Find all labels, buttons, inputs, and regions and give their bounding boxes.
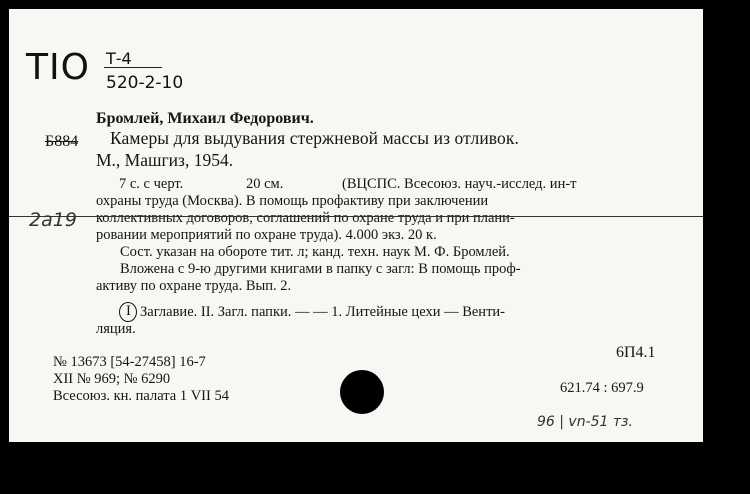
- margin-handwriting: 2a19: [29, 209, 77, 231]
- series-line-1: (ВЦСПС. Всесоюз. науч.-исслед. ин-т: [342, 176, 577, 192]
- punch-hole: [340, 370, 384, 414]
- author-heading: Бромлей, Михаил Федорович.: [96, 110, 314, 127]
- record-line-1: № 13673 [54-27458] 16-7: [53, 354, 206, 370]
- series-line-4: ровании мероприятий по охране труда). 4.000 экз. 20 к.: [96, 227, 437, 243]
- catalog-card: [9, 9, 703, 442]
- shelf-mark-divider: [104, 67, 162, 68]
- note-compiler: Сост. указан на обороте тит. л; канд. техн. наук М. Ф. Бромлей.: [120, 244, 510, 260]
- strike-line: [9, 216, 703, 217]
- note-enclosed-line-2: активу по охране труда. Вып. 2.: [96, 278, 292, 294]
- pages-text: 7 с. с черт.: [119, 176, 184, 192]
- class-number: 6П4.1: [616, 344, 656, 361]
- series-line-2: охраны труда (Москва). В помощь профактиву при заключении: [96, 193, 489, 209]
- cutter-code: Б884: [45, 133, 79, 150]
- shelf-mark-bottom: 520-2-10: [106, 73, 184, 93]
- shelf-mark-top: Т-4: [106, 49, 132, 68]
- record-line-3: Всесоюз. кн. палата 1 VII 54: [53, 388, 229, 404]
- title-line-2: М., Машгиз, 1954.: [96, 150, 234, 170]
- tracing-line-1: Заглавие. II. Загл. папки. — — 1. Литейные цехи — Венти-: [140, 304, 505, 320]
- tracing-circle-number: I: [126, 303, 131, 319]
- title-line-1: Камеры для выдувания стержневой массы из отливок.: [110, 128, 519, 148]
- size-text: 20 см.: [246, 176, 284, 192]
- udc-number: 621.74 : 697.9: [560, 380, 644, 396]
- series-line-3: коллективных договоров, соглашений по охране труда и при плани-: [96, 210, 515, 226]
- note-enclosed-line-1: Вложена с 9-ю другими книгами в папку с загл: В помощь проф-: [120, 261, 521, 277]
- handwritten-footer: 96 | vn-51 тз.: [537, 414, 633, 430]
- tracing-line-2: ляция.: [96, 321, 136, 337]
- record-line-2: XII № 969; № 6290: [53, 371, 171, 387]
- shelf-mark: ТІО: [26, 47, 90, 88]
